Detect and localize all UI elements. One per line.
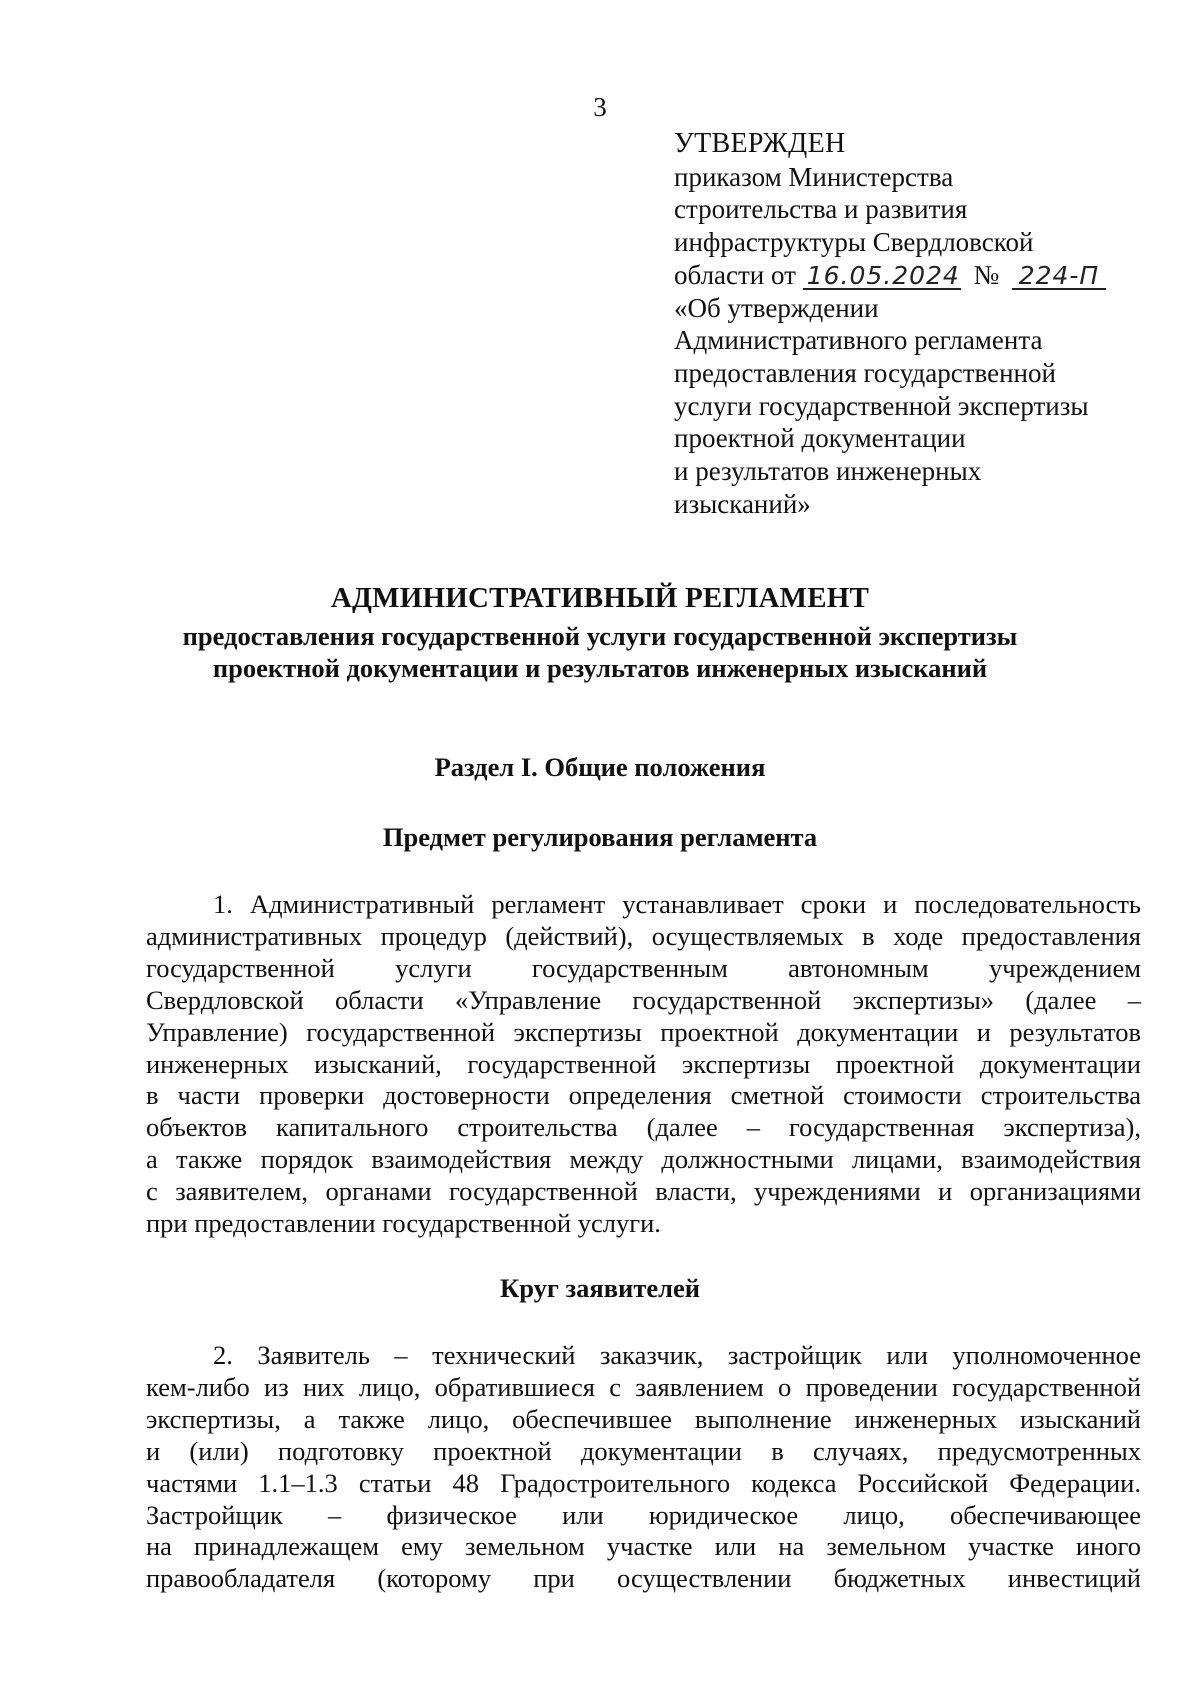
subject-heading: Предмет регулирования регламента <box>382 822 818 852</box>
document-title: АДМИНИСТРАТИВНЫЙ РЕГЛАМЕНТ <box>330 582 870 614</box>
approval-line: приказом Министерства <box>674 161 954 192</box>
paragraph-line: государственной услуги государственным автономным учреждением <box>146 952 1141 983</box>
approval-line: проектной документации <box>674 423 966 454</box>
paragraph-line: экспертизы, а также лицо, обеспечившее выполнение инженерных изысканий <box>146 1403 1141 1434</box>
paragraph-line: Управление) государственной экспертизы проектной документации и результатов <box>146 1016 1141 1047</box>
page-number: 3 <box>593 92 607 122</box>
paragraph-line: правообладателя (которому при осуществлении бюджетных инвестиций <box>146 1563 1141 1594</box>
paragraph-line: Свердловской области «Управление государственной экспертизы» (далее – <box>146 984 1141 1015</box>
paragraph-line: в части проверки достоверности определения сметной стоимости строительства <box>146 1080 1141 1111</box>
document-subtitle-line: проектной документации и результатов инженерных изысканий <box>212 653 988 683</box>
document-subtitle <box>100 620 1100 684</box>
approval-block <box>674 128 1174 520</box>
document-subtitle-line: предоставления государственной услуги государственной экспертизы <box>182 621 1018 651</box>
paragraph-line: и (или) подготовку проектной документации в случаях, предусмотренных <box>146 1435 1141 1466</box>
paragraph-line: объектов капитального строительства (далее – государственная экспертиза), <box>146 1112 1141 1143</box>
approval-line: услуги государственной экспертизы <box>674 390 1089 421</box>
paragraph-line: а также порядок взаимодействия между должностными лицами, взаимодействия <box>146 1144 1141 1175</box>
paragraph-line: частями 1.1–1.3 статьи 48 Градостроительного кодекса Российской Федерации. <box>146 1467 1141 1498</box>
handwritten-date: 16.05.2024 <box>803 264 961 290</box>
paragraph-line: Застройщик – физическое или юридическое лицо, обеспечивающее <box>146 1499 1141 1530</box>
approval-line: «Об утверждении <box>674 292 879 323</box>
paragraph-line: кем-либо из них лицо, обратившиеся с заявлением о проведении государственной <box>146 1371 1141 1402</box>
number-sign: № <box>973 259 1000 290</box>
approval-date-prefix: области от <box>674 259 796 290</box>
paragraph-line: инженерных изысканий, государственной экспертизы проектной документации <box>146 1048 1141 1079</box>
paragraph-line: 2. Заявитель – технический заказчик, застройщик или уполномоченное <box>213 1340 1141 1370</box>
paragraph-line: 1. Административный регламент устанавливает сроки и последовательность <box>213 889 1141 919</box>
approval-line: и результатов инженерных <box>674 456 982 487</box>
paragraph-1 <box>146 889 1141 1240</box>
paragraph-line: при предоставлении государственной услуги. <box>146 1208 661 1239</box>
approval-line: изысканий» <box>674 488 811 519</box>
approval-date-line <box>674 259 1174 292</box>
paragraph-line: на принадлежащем ему земельном участке или на земельном участке иного <box>146 1531 1141 1562</box>
approval-line: предоставления государственной <box>674 357 1056 388</box>
approval-line: Административного регламента <box>674 325 1043 356</box>
applicants-heading: Круг заявителей <box>499 1273 700 1303</box>
paragraph-2 <box>146 1340 1141 1595</box>
handwritten-number: 224-П <box>1012 264 1106 290</box>
paragraph-line: административных процедур (действий), осуществляемых в ходе предоставления <box>146 920 1141 951</box>
section-heading: Раздел I. Общие положения <box>434 752 766 782</box>
paragraph-line: с заявителем, органами государственной власти, учреждениями и организациями <box>146 1176 1141 1207</box>
approval-status: УТВЕРЖДЕН <box>674 128 846 159</box>
approval-line: инфраструктуры Свердловской <box>674 227 1034 258</box>
approval-line: строительства и развития <box>674 194 968 225</box>
